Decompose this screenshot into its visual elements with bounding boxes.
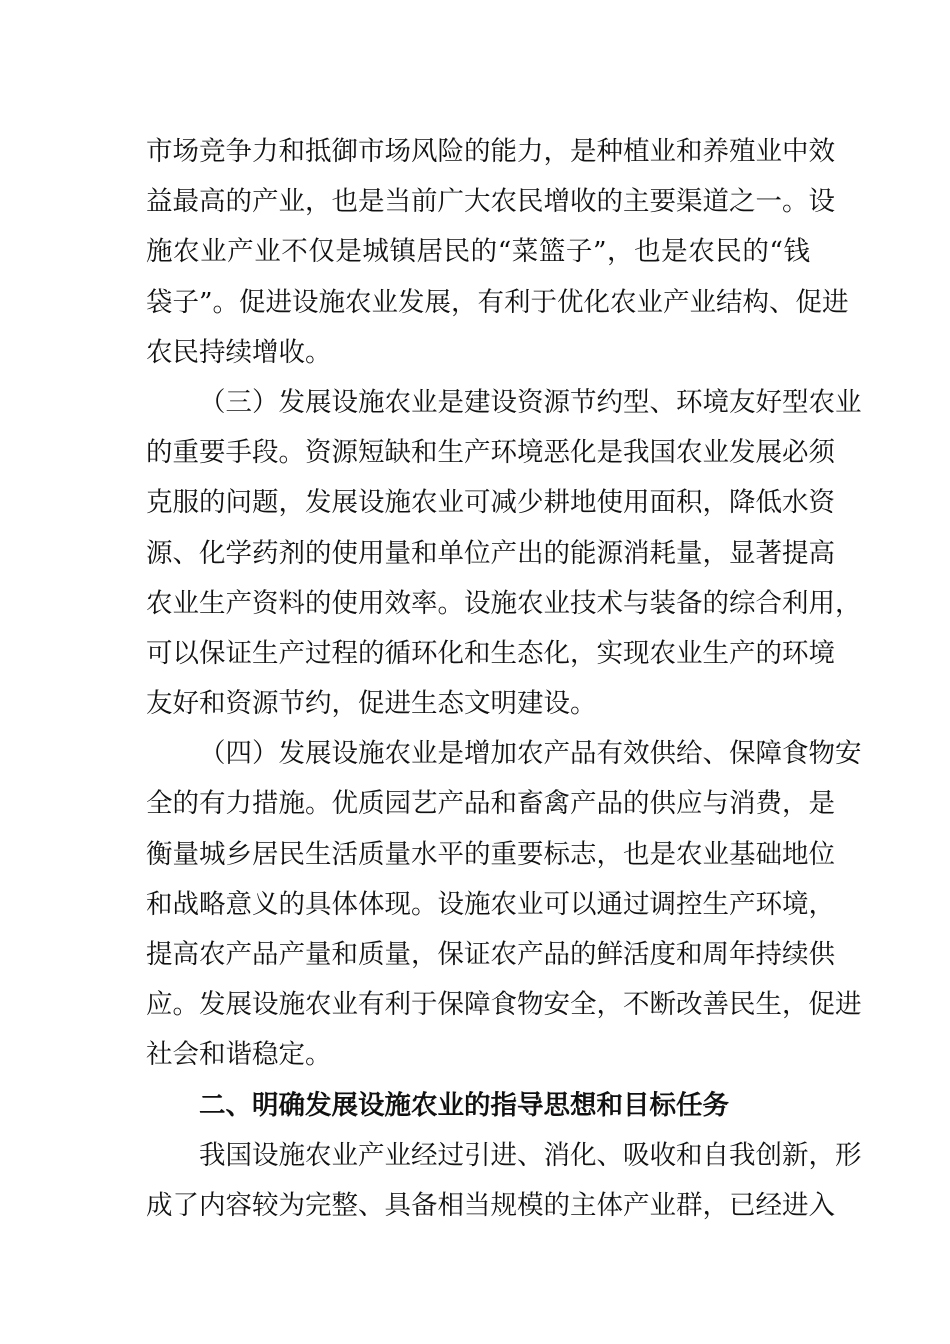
paragraph-start-line: 我国设施农业产业经过引进、消化、吸收和自我创新，形 [199, 1139, 862, 1171]
text-line: 施农业产业不仅是城镇居民的“菜篮子”，也是农民的“钱 [146, 236, 810, 268]
text-line: 社会和谐稳定。 [146, 1039, 332, 1071]
text-line: 全的有力措施。优质园艺产品和畜禽产品的供应与消费，是 [146, 788, 835, 820]
text-line: 应。发展设施农业有利于保障食物安全，不断改善民生，促进 [146, 989, 862, 1021]
paragraph-start-line: （三）发展设施农业是建设资源节约型、环境友好型农业 [199, 386, 862, 418]
text-line: 可以保证生产过程的循环化和生态化，实现农业生产的环境 [146, 637, 835, 669]
text-line: 和战略意义的具体体现。设施农业可以通过调控生产环境， [146, 888, 835, 920]
paragraph-start-line: （四）发展设施农业是增加农产品有效供给、保障食物安 [199, 738, 862, 770]
text-line: 友好和资源节约，促进生态文明建设。 [146, 688, 597, 720]
text-line: 克服的问题，发展设施农业可减少耕地使用面积，降低水资 [146, 487, 835, 519]
text-line: 袋子”。促进设施农业发展，有利于优化农业产业结构、促进 [146, 286, 849, 318]
text-line: 提高农产品产量和质量，保证农产品的鲜活度和周年持续供 [146, 939, 835, 970]
text-line: 益最高的产业，也是当前广大农民增收的主要渠道之一。设 [146, 186, 835, 218]
text-line: 衡量城乡居民生活质量水平的重要标志，也是农业基础地位 [146, 838, 835, 870]
text-line: 源、化学药剂的使用量和单位产出的能源消耗量，显著提高 [146, 537, 835, 569]
text-line: 的重要手段。资源短缺和生产环境恶化是我国农业发展必须 [146, 437, 835, 469]
text-line: 农业生产资料的使用效率。设施农业技术与装备的综合利用， [146, 587, 862, 619]
section-heading: 二、明确发展设施农业的指导思想和目标任务 [199, 1089, 729, 1121]
text-line: 市场竞争力和抵御市场风险的能力，是种植业和养殖业中效 [146, 136, 835, 167]
body-text [146, 127, 862, 1231]
text-line: 成了内容较为完整、具备相当规模的主体产业群，已经进入 [146, 1189, 835, 1221]
text-line: 农民持续增收。 [146, 336, 332, 368]
